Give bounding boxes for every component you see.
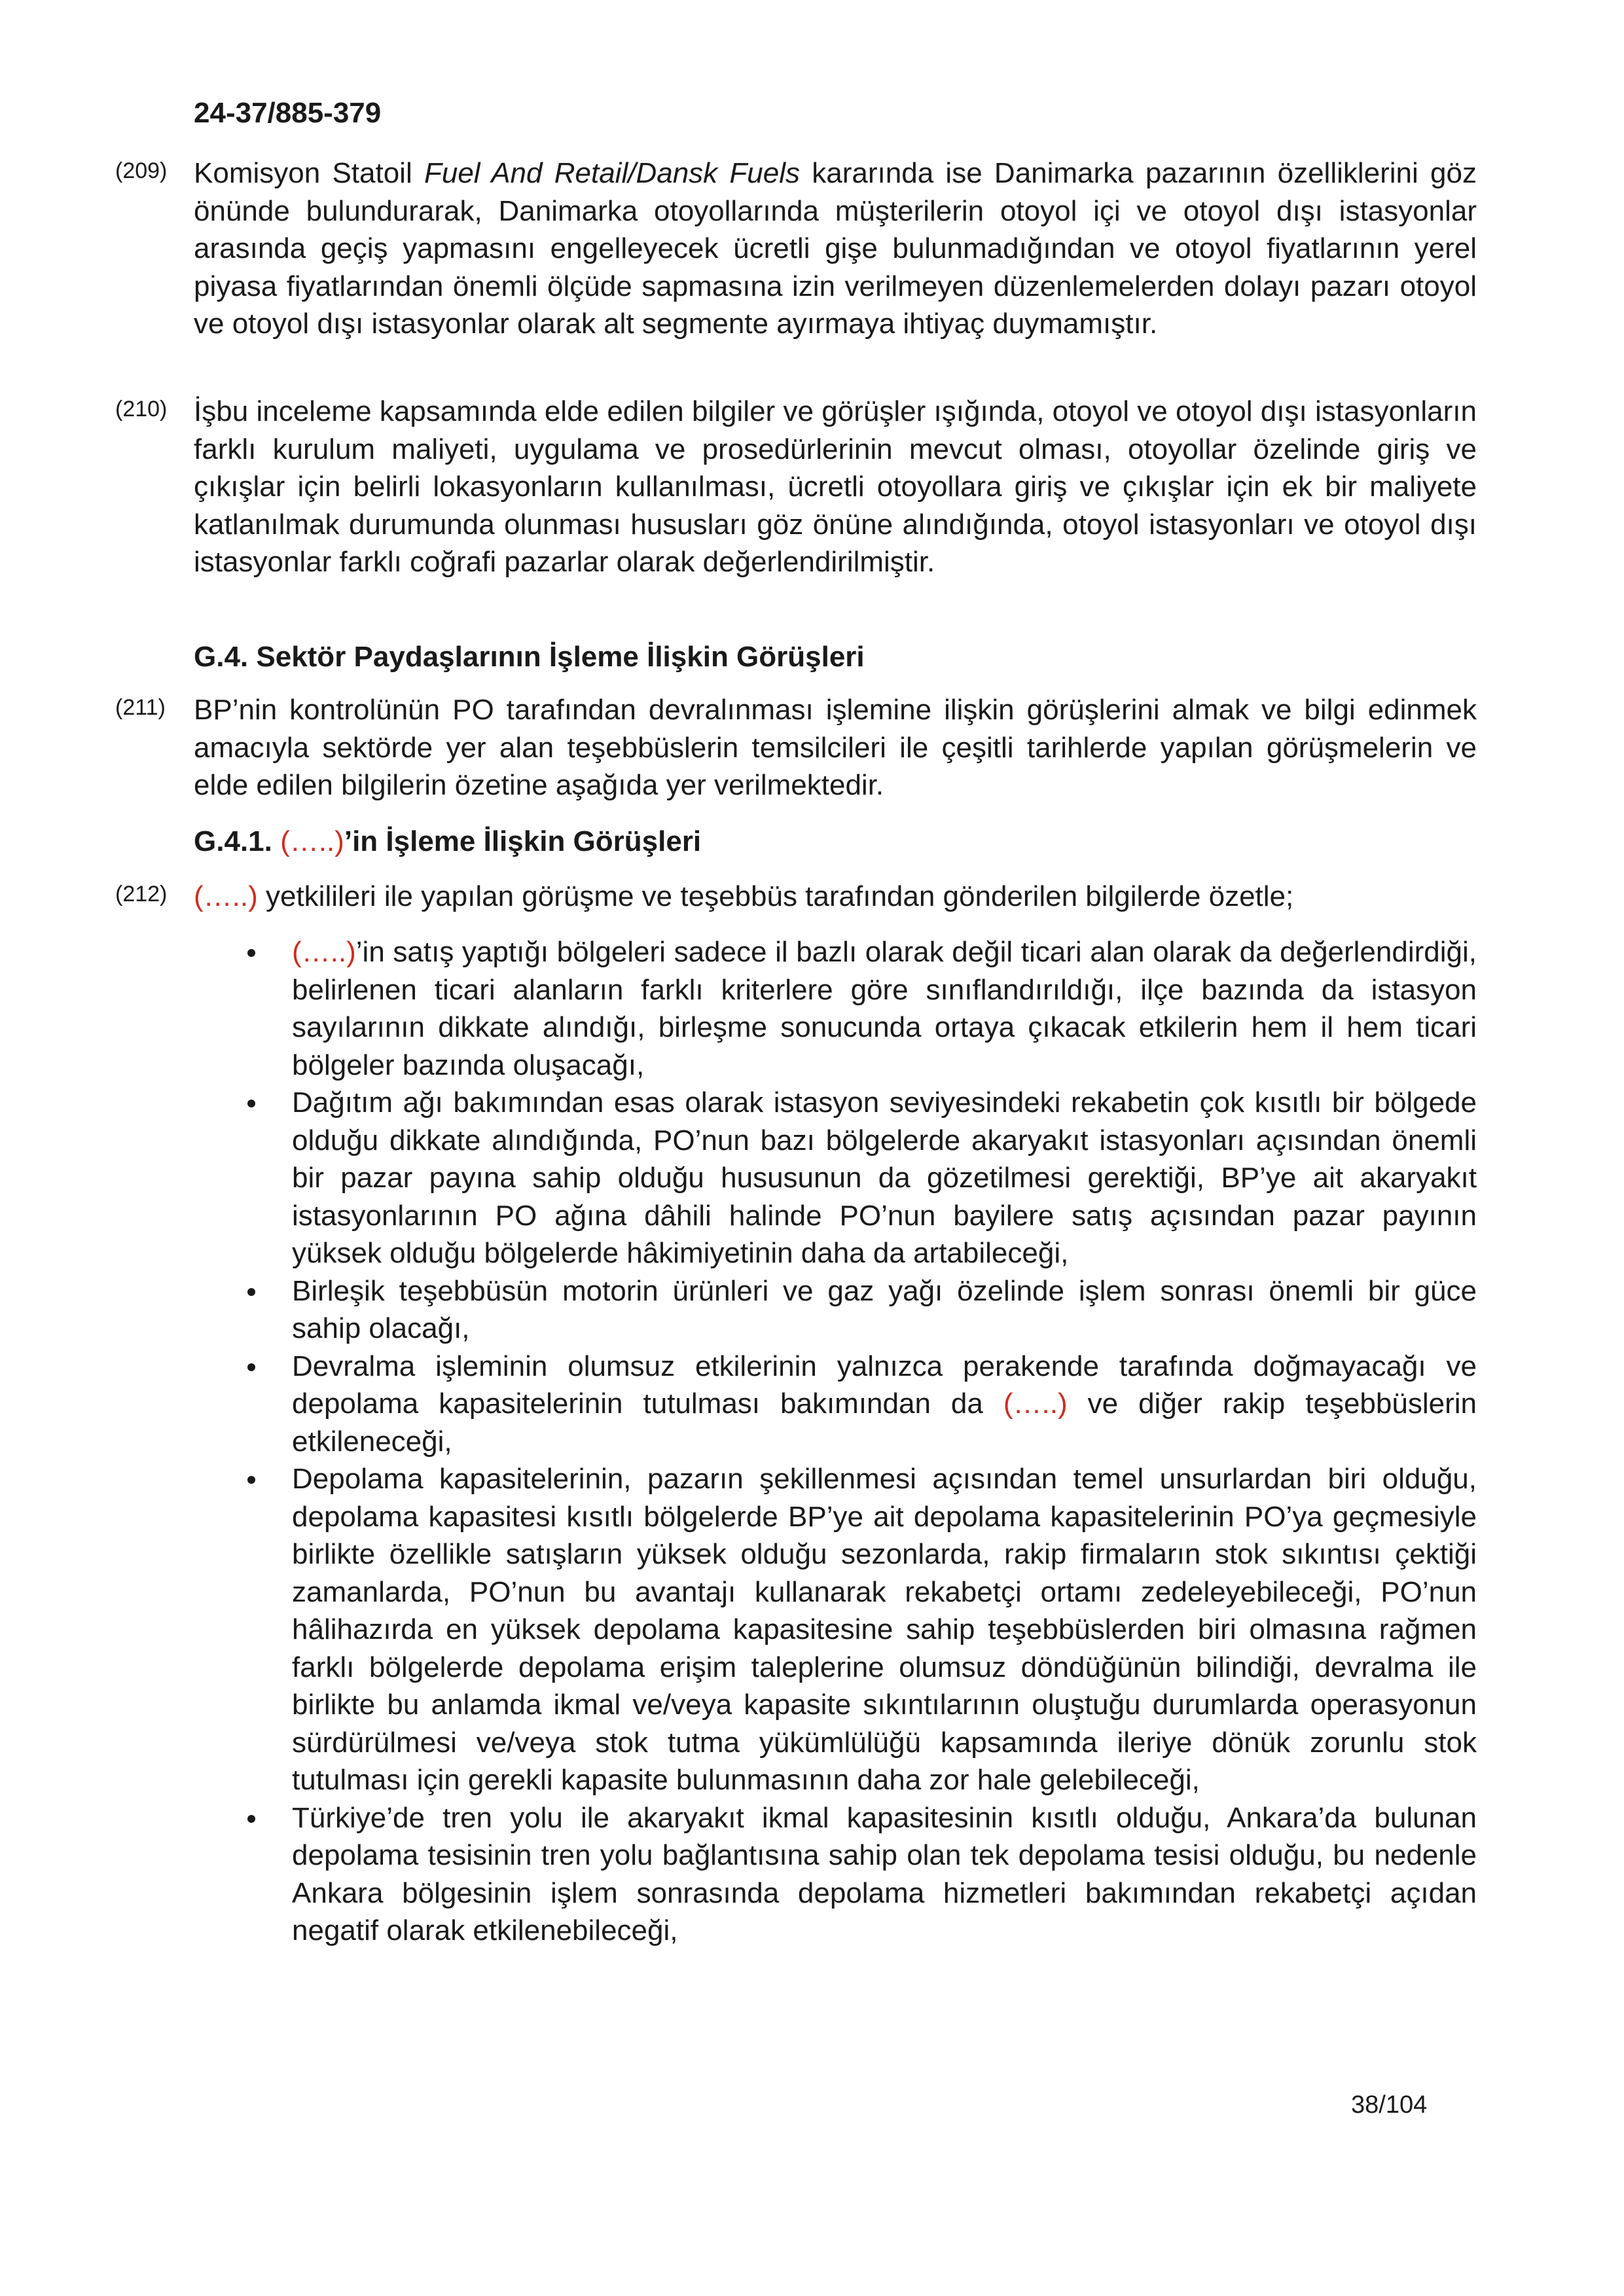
paragraph-number: (211) bbox=[115, 695, 166, 720]
paragraph-209 bbox=[115, 154, 1477, 343]
list-item: Dağıtım ağı bakımından esas olarak istasyon seviyesindeki rekabetin çok kısıtlı bir bölgede olduğu dikkate alındığında, PO’nun bazı bölgelerde akaryakıt istasyonları açısından önemli bir pazar payına sahip olduğu hususunun da gözetilmesi gerektiği, BP’ye ait akaryakıt istasyonlarının PO ağına dâhili halinde PO’nun bayilere satış açısından pazar payının yüksek olduğu bölgelerde hâkimiyetinin daha da artabileceği, bbox=[194, 1084, 1477, 1272]
list-item: Depolama kapasitelerinin, pazarın şekillenmesi açısından temel unsurlardan biri olduğu, depolama kapasitesi kısıtlı bölgelerde BP’ye ait depolama kapasitelerinin PO’ya geçmesiyle birlikte özellikle satışların yüksek olduğu sezonlarda, rakip firmaların stok sıkıntısı çektiği zamanlarda, PO’nun bu avantajı kullanarak rekabetçi ortamı zedeleyebileceği, PO’nun hâlihazırda en yüksek depolama kapasitesine sahip teşebbüslerden biri olmasına rağmen farklı bölgelerde depolama erişim taleplerine olumsuz döndüğünün bilindiği, devralma ile birlikte bu anlamda ikmal ve/veya kapasite sıkıntılarının oluştuğu durumlarda operasyonun sürdürülmesi ve/veya stok tutma yükümlülüğü kapsamında ileriye dönük zorunlu stok tutulması için gerekli kapasite bulunmasının daha zor hale gelebileceği, bbox=[194, 1460, 1477, 1799]
redacted-text: (…..) bbox=[280, 825, 344, 857]
bullet-list bbox=[194, 933, 1477, 1950]
bullet-icon bbox=[247, 1476, 255, 1484]
bullet-icon bbox=[247, 949, 255, 957]
paragraph-number: (212) bbox=[115, 882, 168, 906]
list-item: (…..)’in satış yaptığı bölgeleri sadece il bazlı olarak değil ticari alan olarak da değerlendirdiği, belirlenen ticari alanların farklı kriterlere göre sınıflandırıldığı, ilçe bazında da istasyon sayılarının dikkate alındığı, birleşme sonucunda ortaya çıkacak etkilerin hem il hem ticari bölgeler bazında oluşacağı, bbox=[194, 933, 1477, 1084]
section-heading-g41: G.4.1. (…..)’in İşleme İlişkin Görüşleri bbox=[194, 825, 702, 857]
page-number: 38/104 bbox=[1351, 2091, 1428, 2119]
paragraph-212 bbox=[115, 878, 1477, 916]
redacted-text: (…..) bbox=[1003, 1388, 1068, 1420]
paragraph-text: (…..) yetkilileri ile yapılan görüşme ve teşebbüs tarafından gönderilen bilgilerde özetle; bbox=[194, 880, 1294, 912]
bullet-icon bbox=[247, 1100, 255, 1107]
bullet-icon bbox=[247, 1288, 255, 1296]
paragraph-text: BP’nin kontrolünün PO tarafından devralınması işlemine ilişkin görüşlerini almak ve bilgi edinmek amacıyla sektörde yer alan teşebbüslerin temsilcileri ile çeşitli tarihlerde yapılan görüşmelerin ve elde edilen bilgilerin özetine aşağıda yer verilmektedir. bbox=[194, 694, 1477, 801]
paragraph-210 bbox=[115, 393, 1477, 581]
paragraph-number: (210) bbox=[115, 397, 168, 422]
paragraph-211 bbox=[115, 691, 1477, 804]
list-item: Türkiye’de tren yolu ile akaryakıt ikmal kapasitesinin kısıtlı olduğu, Ankara’da bulunan depolama tesisinin tren yolu bağlantısına sahip olan tek depolama tesisi olduğu, bu nedenle Ankara bölgesinin işlem sonrasında depolama hizmetleri bakımından rekabetçi açıdan negatif olarak etkilenebileceği, bbox=[194, 1799, 1477, 1950]
case-name: Fuel And Retail/Dansk Fuels bbox=[424, 157, 801, 189]
list-item: Birleşik teşebbüsün motorin ürünleri ve gaz yağı özelinde işlem sonrası önemli bir güce sahip olacağı, bbox=[194, 1272, 1477, 1348]
paragraph-text: Komisyon Statoil Fuel And Retail/Dansk Fuels kararında ise Danimarka pazarının özelliklerini göz önünde bulundurarak, Danimarka otoyollarında müşterilerin otoyol içi ve otoyol dışı istasyonlar arasında geçiş yapmasını engelleyecek ücretli gişe bulunmadığından ve otoyol fiyatlarının yerel piyasa fiyatlarından önemli ölçüde sapmasına izin verilmeyen düzenlemelerden dolayı pazarı otoyol ve otoyol dışı istasyonlar olarak alt segmente ayırmaya ihtiyaç duymamıştır. bbox=[194, 157, 1477, 340]
bullet-icon bbox=[247, 1815, 255, 1823]
document-reference-number: 24-37/885-379 bbox=[194, 97, 382, 129]
redacted-text: (…..) bbox=[194, 880, 258, 912]
paragraph-text: İşbu inceleme kapsamında elde edilen bilgiler ve görüşler ışığında, otoyol ve otoyol dışı istasyonların farklı kurulum maliyeti, uygulama ve prosedürlerinin mevcut olması, otoyollar özelinde giriş ve çıkışlar için belirli lokasyonların kullanılması, ücretli otoyollara giriş ve çıkışlar için ek bir maliyete katlanılmak durumunda olunması hususları göz önüne alındığında, otoyol istasyonları ve otoyol dışı istasyonlar farklı coğrafi pazarlar olarak değerlendirilmiştir. bbox=[194, 395, 1477, 578]
paragraph-number: (209) bbox=[115, 158, 168, 183]
list-item: Devralma işleminin olumsuz etkilerinin yalnızca perakende tarafında doğmayacağı ve depolama kapasitelerinin tutulması bakımından da (…..) ve diğer rakip teşebbüslerin etkileneceği, bbox=[194, 1348, 1477, 1461]
section-heading-g4: G.4. Sektör Paydaşlarının İşleme İlişkin Görüşleri bbox=[194, 641, 865, 673]
redacted-text: (…..) bbox=[292, 936, 356, 968]
bullet-icon bbox=[247, 1363, 255, 1371]
